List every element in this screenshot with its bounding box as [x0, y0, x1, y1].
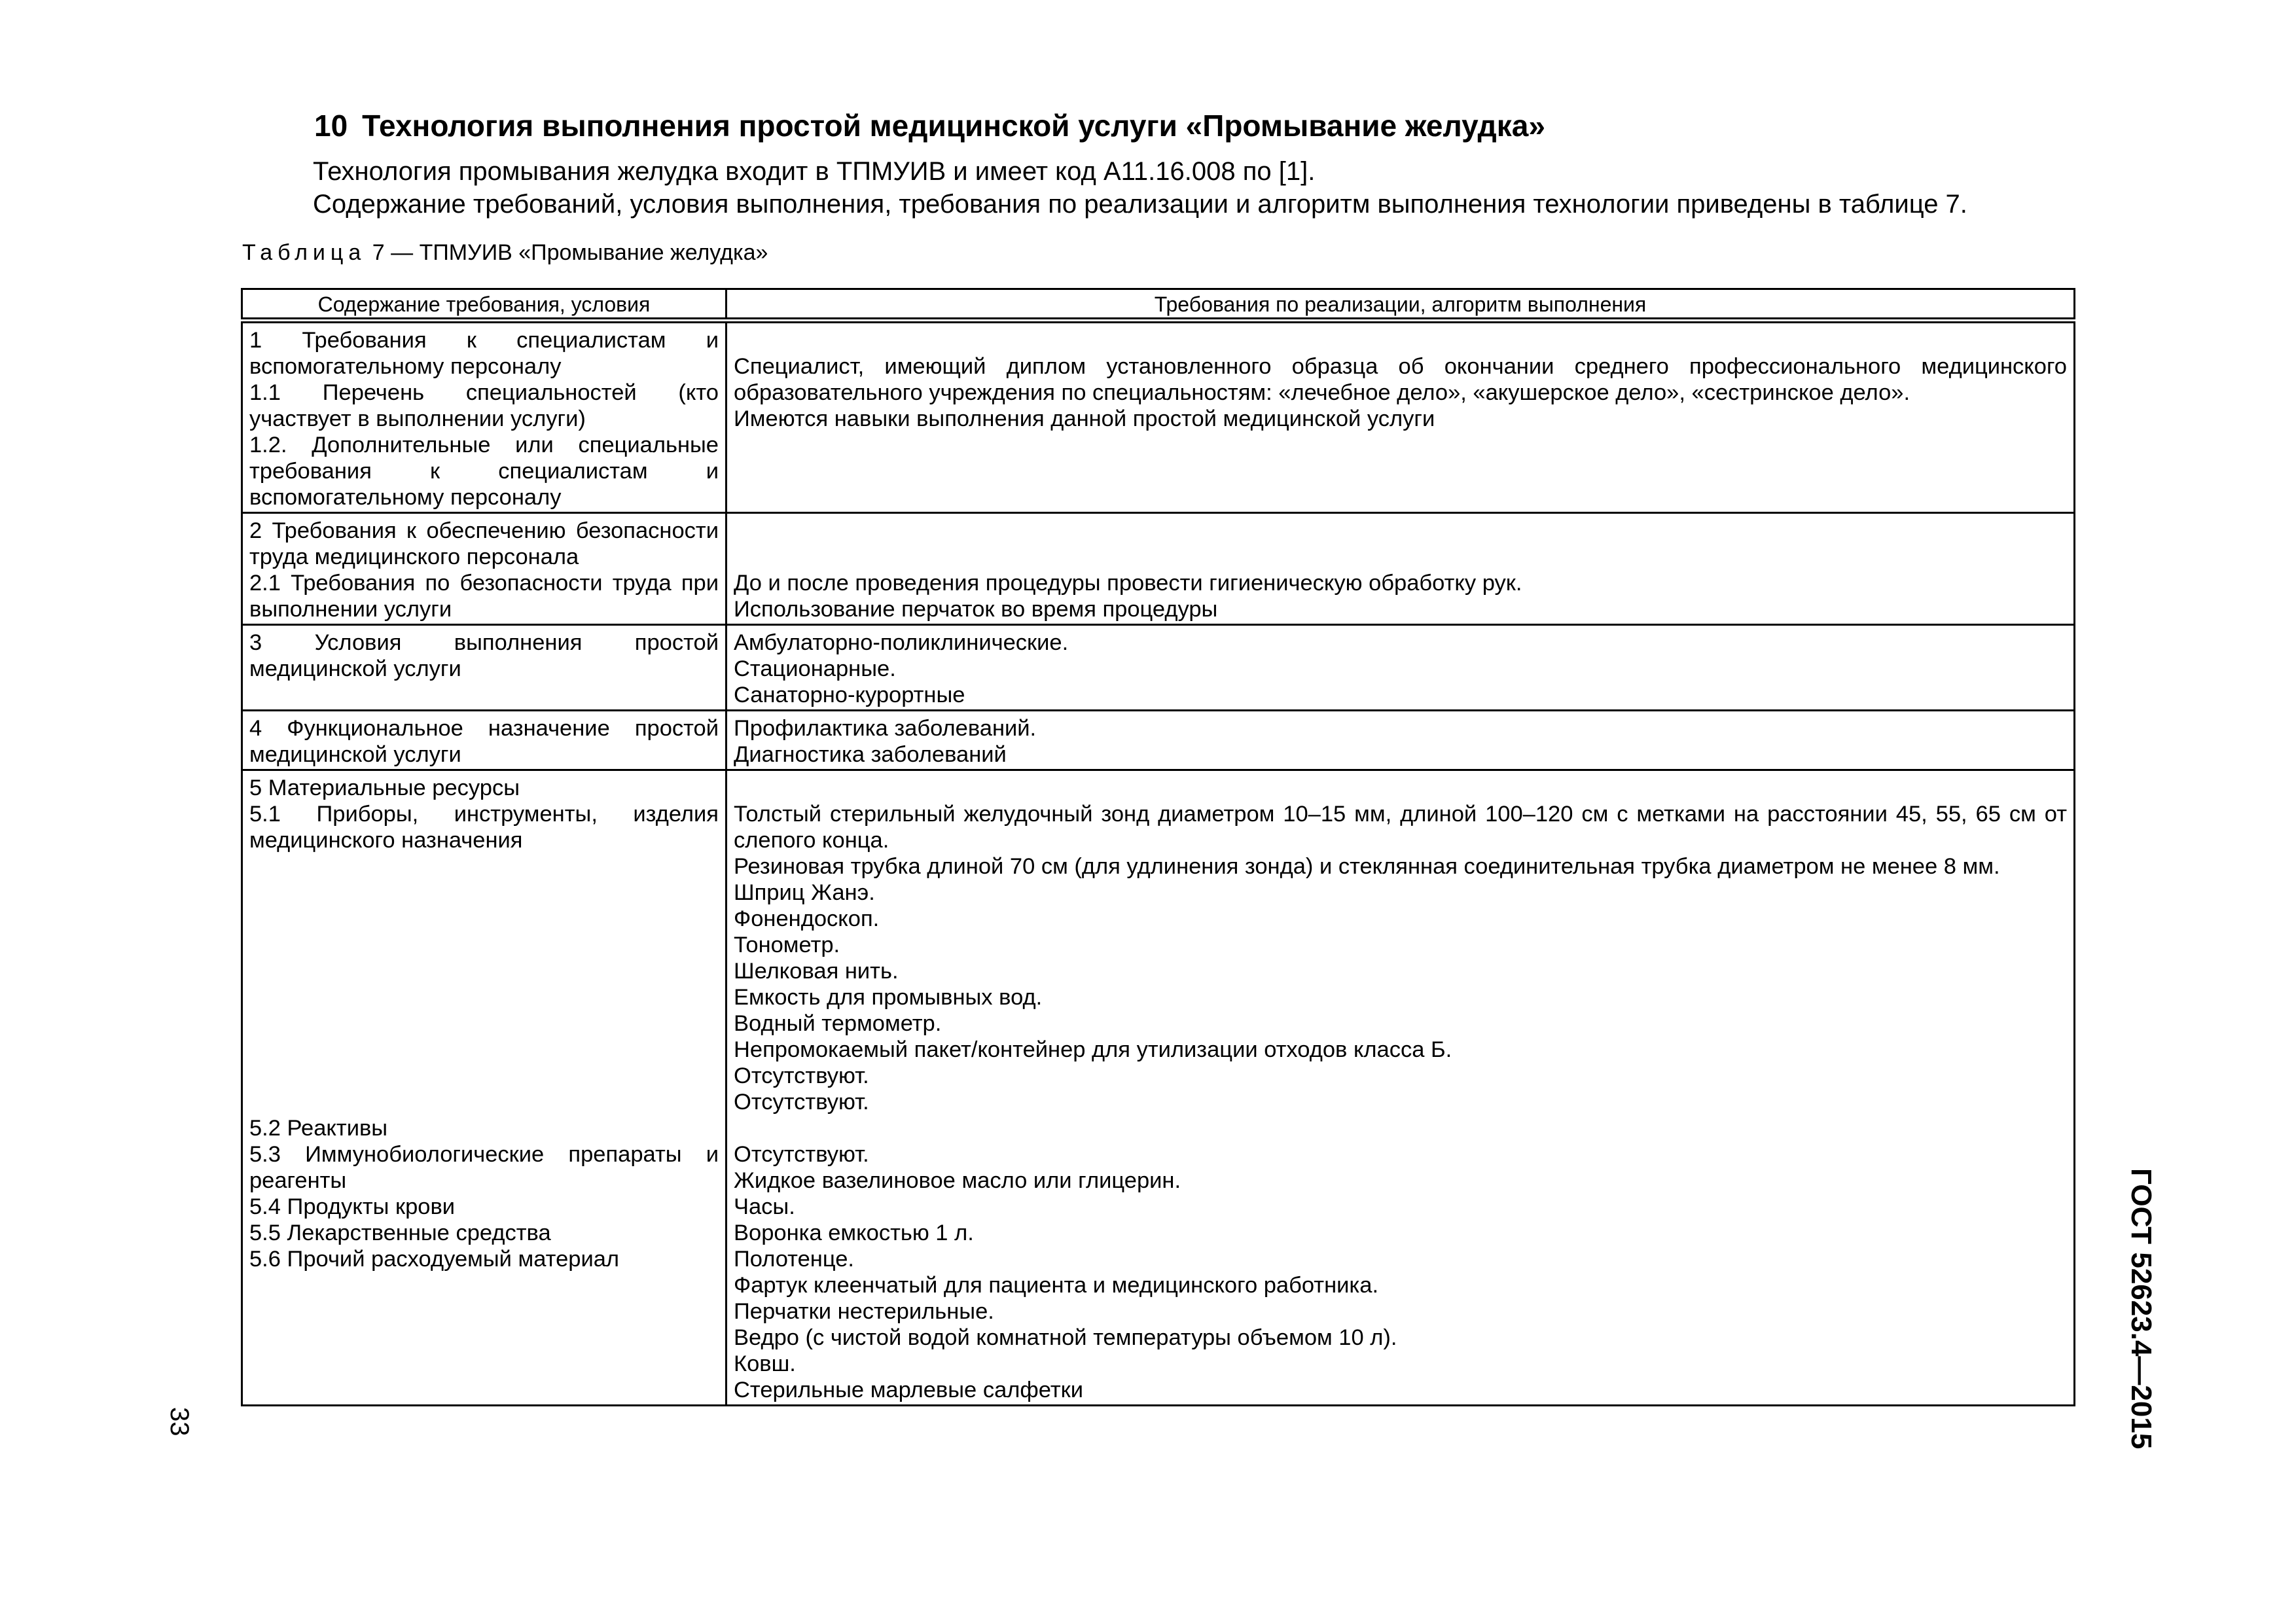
implementation-cell: [726, 513, 2075, 625]
requirement-cell: [242, 770, 726, 1406]
cell-text: Полотенце.: [734, 1247, 854, 1272]
cell-text: 2 Требования к обеспечению безопасности труда медицинского персонала: [249, 518, 719, 569]
intro-paragraph: Содержание требований, условия выполнения, требования по реализации и алгоритм выполнения технологии приведены в таблице 7.: [313, 190, 1967, 219]
cell-text: Тонометр.: [734, 933, 840, 957]
cell-text: Емкость для промывных вод.: [734, 985, 1043, 1010]
requirement-cell: [242, 513, 726, 625]
cell-text: 5.4 Продукты крови: [249, 1194, 456, 1219]
cell-text: Перчатки нестерильные.: [734, 1299, 994, 1324]
cell-text: 5.1 Приборы, инструменты, изделия медицинского назначения: [249, 802, 719, 853]
cell-text: Фартук клеенчатый для пациента и медицинского работника.: [734, 1273, 1379, 1298]
cell-text: 1.1 Перечень специальностей (кто участвует в выполнении услуги): [249, 380, 719, 431]
implementation-cell: [726, 711, 2075, 770]
table-header-row: [242, 289, 2075, 321]
section-heading: [314, 108, 1545, 143]
cell-text: 2.1 Требования по безопасности труда при выполнении услуги: [249, 571, 719, 622]
cell-text: Использование перчаток во время процедуры: [734, 597, 1218, 622]
table-caption: [242, 240, 768, 266]
table-caption-text: 7 — ТПМУИВ «Промывание желудка»: [372, 240, 768, 265]
cell-text: Шприц Жанэ.: [734, 880, 875, 905]
section-title: Технология выполнения простой медицинской услуги «Промывание желудка»: [362, 109, 1545, 143]
cell-text: Водный термометр.: [734, 1011, 942, 1036]
cell-text: Профилактика заболеваний.: [734, 716, 1037, 741]
column-header: Требования по реализации, алгоритм выполнения: [726, 289, 2075, 321]
cell-text: Ведро (с чистой водой комнатной температуры объемом 10 л).: [734, 1325, 1397, 1350]
cell-text: 5.3 Иммунобиологические препараты и реагенты: [249, 1142, 719, 1193]
cell-text: 5.2 Реактивы: [249, 1116, 388, 1141]
cell-text: Стационарные.: [734, 656, 896, 681]
cell-text: Толстый стерильный желудочный зонд диаметром 10–15 мм, длиной 100–120 см с метками на расстоянии 45, 55, 65 см от слепого конца.: [734, 802, 2067, 853]
table-row: [242, 321, 2075, 513]
cell-text: Амбулаторно-поликлинические.: [734, 630, 1069, 655]
section-number: 10: [314, 109, 348, 143]
cell-text: Отсутствуют.: [734, 1090, 869, 1115]
cell-text: Фонендоскоп.: [734, 906, 880, 931]
requirement-cell: [242, 711, 726, 770]
cell-text: Санаторно-курортные: [734, 683, 965, 707]
cell-text: Отсутствуют.: [734, 1142, 869, 1167]
cell-text: 3 Условия выполнения простой медицинской услуги: [249, 630, 719, 681]
cell-text: Диагностика заболеваний: [734, 742, 1007, 767]
cell-text: 5 Материальные ресурсы: [249, 776, 520, 800]
intro-paragraph: Технология промывания желудка входит в ТПМУИВ и имеет код А11.16.008 по [1].: [313, 157, 1316, 186]
cell-text: До и после проведения процедуры провести гигиеническую обработку рук.: [734, 571, 1522, 596]
requirement-cell: [242, 321, 726, 513]
cell-text: 5.5 Лекарственные средства: [249, 1221, 551, 1245]
cell-text: Шелковая нить.: [734, 959, 899, 984]
cell-text: 5.6 Прочий расходуемый материал: [249, 1247, 620, 1272]
cell-text: Непромокаемый пакет/контейнер для утилизации отходов класса Б.: [734, 1037, 1452, 1062]
requirements-table: [241, 288, 2075, 1406]
implementation-cell: [726, 770, 2075, 1406]
cell-text: Имеются навыки выполнения данной простой медицинской услуги: [734, 406, 1435, 431]
cell-text: Жидкое вазелиновое масло или глицерин.: [734, 1168, 1181, 1193]
standard-identifier: ГОСТ 52623.4—2015: [2125, 1168, 2157, 1450]
cell-text: 4 Функциональное назначение простой медицинской услуги: [249, 716, 719, 767]
table-row: [242, 711, 2075, 770]
cell-text: Специалист, имеющий диплом установленного образца об окончании среднего профессионального медицинского образовательного учреждения по специальностям: «лечебное дело», «акушерское дело», «сестринское дело».: [734, 354, 2067, 405]
implementation-cell: [726, 625, 2075, 711]
cell-text: Стерильные марлевые салфетки: [734, 1378, 1083, 1402]
table-row: [242, 770, 2075, 1406]
cell-text: Резиновая трубка длиной 70 см (для удлинения зонда) и стеклянная соединительная трубка диаметром не менее 8 мм.: [734, 854, 2000, 879]
cell-text: Часы.: [734, 1194, 795, 1219]
cell-text: Отсутствуют.: [734, 1063, 869, 1088]
cell-text: Ковш.: [734, 1351, 796, 1376]
column-header: Содержание требования, условия: [242, 289, 726, 321]
table-row: [242, 513, 2075, 625]
page-number: 33: [165, 1407, 194, 1436]
table-caption-label: Таблица: [242, 240, 367, 265]
requirement-cell: [242, 625, 726, 711]
cell-text: 1.2. Дополнительные или специальные требования к специалистам и вспомогательному персоналу: [249, 433, 719, 510]
implementation-cell: [726, 321, 2075, 513]
cell-text: 1 Требования к специалистам и вспомогательному персоналу: [249, 328, 719, 379]
cell-text: Воронка емкостью 1 л.: [734, 1221, 974, 1245]
table-row: [242, 625, 2075, 711]
